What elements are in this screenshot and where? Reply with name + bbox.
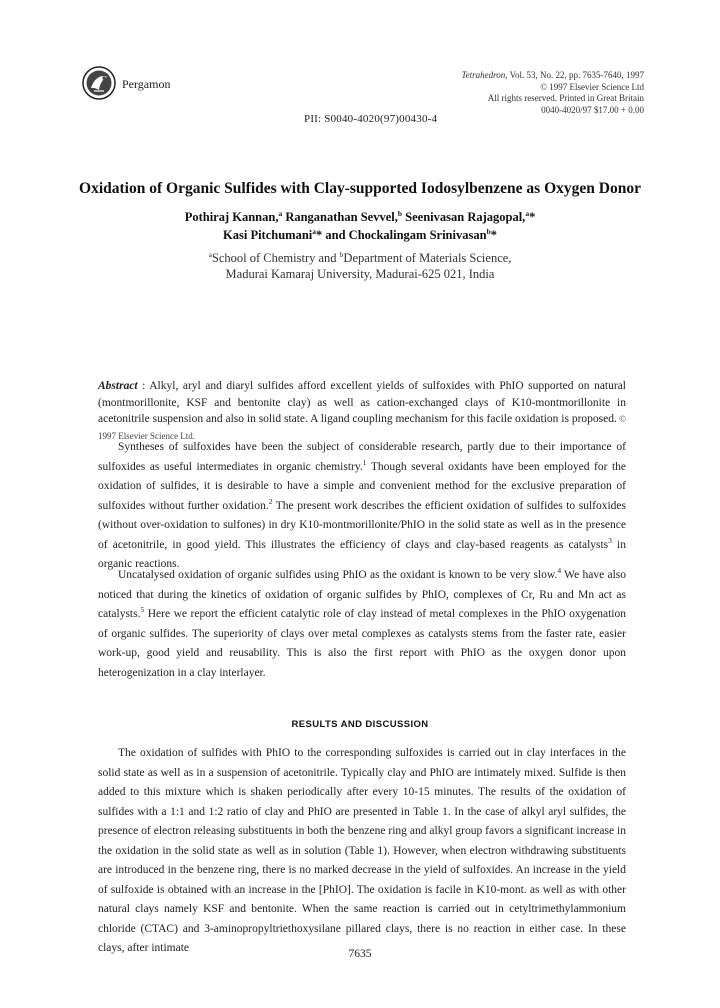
journal-citation bbox=[384, 70, 644, 82]
author-name: Chockalingam Srinivasan bbox=[348, 228, 487, 242]
article-title: Oxidation of Organic Sulfides with Clay-supported Iodosylbenzene as Oxygen Donor bbox=[79, 180, 641, 197]
abstract-label: Abstract bbox=[98, 380, 138, 392]
paragraph-text: The present work describes the efficient oxidation of sulfides to sulfoxides (without over-oxidation to sulfones) in dry K10-montmorillonite/PhIO in the solid state as well as in the presence of acetonitrile, in good yield. This illustrates the efficiency of clays and clay-based reagents as catalysts bbox=[98, 499, 626, 551]
publisher-name: Pergamon bbox=[122, 77, 171, 91]
journal-info bbox=[384, 70, 644, 116]
section-heading: RESULTS AND DISCUSSION bbox=[291, 719, 429, 730]
abstract-text: Alkyl, aryl and diaryl sulfides afford excellent yields of sulfoxides with PhIO supported on natural (montmorillonite, KSF and bentonite clay) as well as cation-exchanged clays of K10-montmorillonite in acetonitrile suspension and also in solid state. A ligand coupling mechanism for this facile oxidation is proposed. bbox=[98, 380, 627, 425]
paragraph-text: Uncatalysed oxidation of organic sulfides using PhIO as the oxidant is known to be very slow. bbox=[118, 569, 558, 581]
corresponding-mark: * bbox=[529, 210, 536, 224]
author-line-1 bbox=[0, 208, 720, 226]
author-name: Kasi Pitchumani bbox=[223, 228, 313, 242]
affiliation-marker: a bbox=[208, 250, 212, 259]
affiliation-marker: b bbox=[486, 227, 491, 236]
reference-marker: 2 bbox=[268, 496, 273, 506]
affiliation-school: School of Chemistry and bbox=[211, 251, 340, 265]
author-name: Pothiraj Kannan, bbox=[184, 210, 279, 224]
abstract bbox=[98, 378, 626, 444]
journal-volume: Vol. 53, No. 22, pp. 7635-7640, 1997 bbox=[509, 70, 644, 80]
journal-price: 0040-4020/97 $17.00 + 0.00 bbox=[541, 104, 644, 115]
affiliation-line-2: Madurai Kamaraj University, Madurai-625 021, India bbox=[225, 267, 495, 281]
reference-marker: 3 bbox=[608, 535, 612, 545]
corresponding-mark: * bbox=[490, 228, 497, 242]
journal-copyright: © 1997 Elsevier Science Ltd bbox=[540, 81, 644, 92]
paragraph-text: Syntheses of sulfoxides have been the subject of considerable research, partly due to their importance of sulfoxides as useful intermediates in organic chemistry. bbox=[98, 441, 626, 473]
affiliation-department: Department of Materials Science, bbox=[343, 251, 512, 265]
author-list bbox=[0, 208, 720, 244]
paragraph-text: Here we report the efficient catalytic role of clay instead of metal complexes in the PhIO oxygenation of organic sulfides. The superiority of clays over metal complexes as catalysts stems from the faster rate, easier work-up, good yield and reusability. This is also the first report with PhIO as the oxygen donor upon heterogenization in a clay interlayer. bbox=[98, 608, 626, 679]
body-paragraph bbox=[98, 438, 626, 575]
paragraph-text: Though several oxidants have been employed for the oxidation of sulfides, it is desirable to have a simple and convenient method for the exclusive preparation of sulfoxides without further oxidation. bbox=[98, 460, 627, 512]
pii-identifier: PII: S0040-4020(97)00430-4 bbox=[304, 113, 438, 125]
author-name: Seenivasan Rajagopal, bbox=[402, 210, 526, 224]
reference-marker: 5 bbox=[140, 605, 145, 614]
abstract-separator: : bbox=[137, 380, 150, 392]
affiliation-marker: a bbox=[278, 209, 283, 218]
reference-marker: 4 bbox=[557, 566, 562, 575]
journal-name: Tetrahedron, bbox=[461, 70, 508, 80]
pergamon-logo-icon bbox=[82, 66, 116, 100]
reference-marker: 1 bbox=[362, 457, 367, 467]
affiliation-marker: b bbox=[339, 250, 344, 259]
page-number: 7635 bbox=[348, 948, 372, 960]
corresponding-mark: * and bbox=[316, 228, 349, 242]
author-name: Ranganathan Sevvel, bbox=[282, 210, 398, 224]
affiliations bbox=[0, 250, 720, 282]
paragraph-text: in organic reactions. bbox=[98, 538, 626, 570]
author-line-2 bbox=[0, 226, 720, 244]
abstract-copyright: © 1997 Elsevier Science Ltd. bbox=[98, 414, 626, 441]
journal-rights: All rights reserved. Printed in Great Britain bbox=[487, 93, 644, 103]
paragraph-text: We have also noticed that during the kinetics of oxidation of organic sulfides by PhIO, complexes of Cr, Ru and Mn act as catalysts. bbox=[98, 569, 626, 620]
body-paragraph bbox=[98, 566, 626, 683]
affiliation-marker: a bbox=[525, 209, 530, 218]
affiliation-line-1 bbox=[0, 250, 720, 266]
body-paragraph: The oxidation of sulfides with PhIO to the corresponding sulfoxides is carried out in clay interfaces in the solid state as well as in a suspension of acetonitrile. Typically clay and PhIO are intimately mixed. Sulfide is then added to this mixture which is shaken periodically after every 10-15 minutes. The results of the oxidation of sulfides with a 1:1 and 1:2 ratio of clay and PhIO are presented in Table 1. In the case of alkyl aryl sulfides, the presence of electron releasing substituents in both the benzene ring and alkyl group favors a significant increase in the oxidation in the solid state as well as in solution (Table 1). However, when electron withdrawing substituents are introduced in the benzene ring, there is no marked decrease in the yield of sulfoxides. An increase in the yield of sulfoxide is obtained with an increase in the [PhIO]. The oxidation is facile in K10-mont. as well as with other natural clays namely KSF and bentonite. When the same reaction is carried out in cetyltrimethylammonium chloride (CTAC) and 3-aminopropyltriethoxysilane pillared clays, there is no reaction in either case. In these clays, after intimate bbox=[98, 747, 626, 954]
affiliation-marker: a bbox=[312, 227, 317, 236]
affiliation-marker: b bbox=[397, 209, 403, 218]
